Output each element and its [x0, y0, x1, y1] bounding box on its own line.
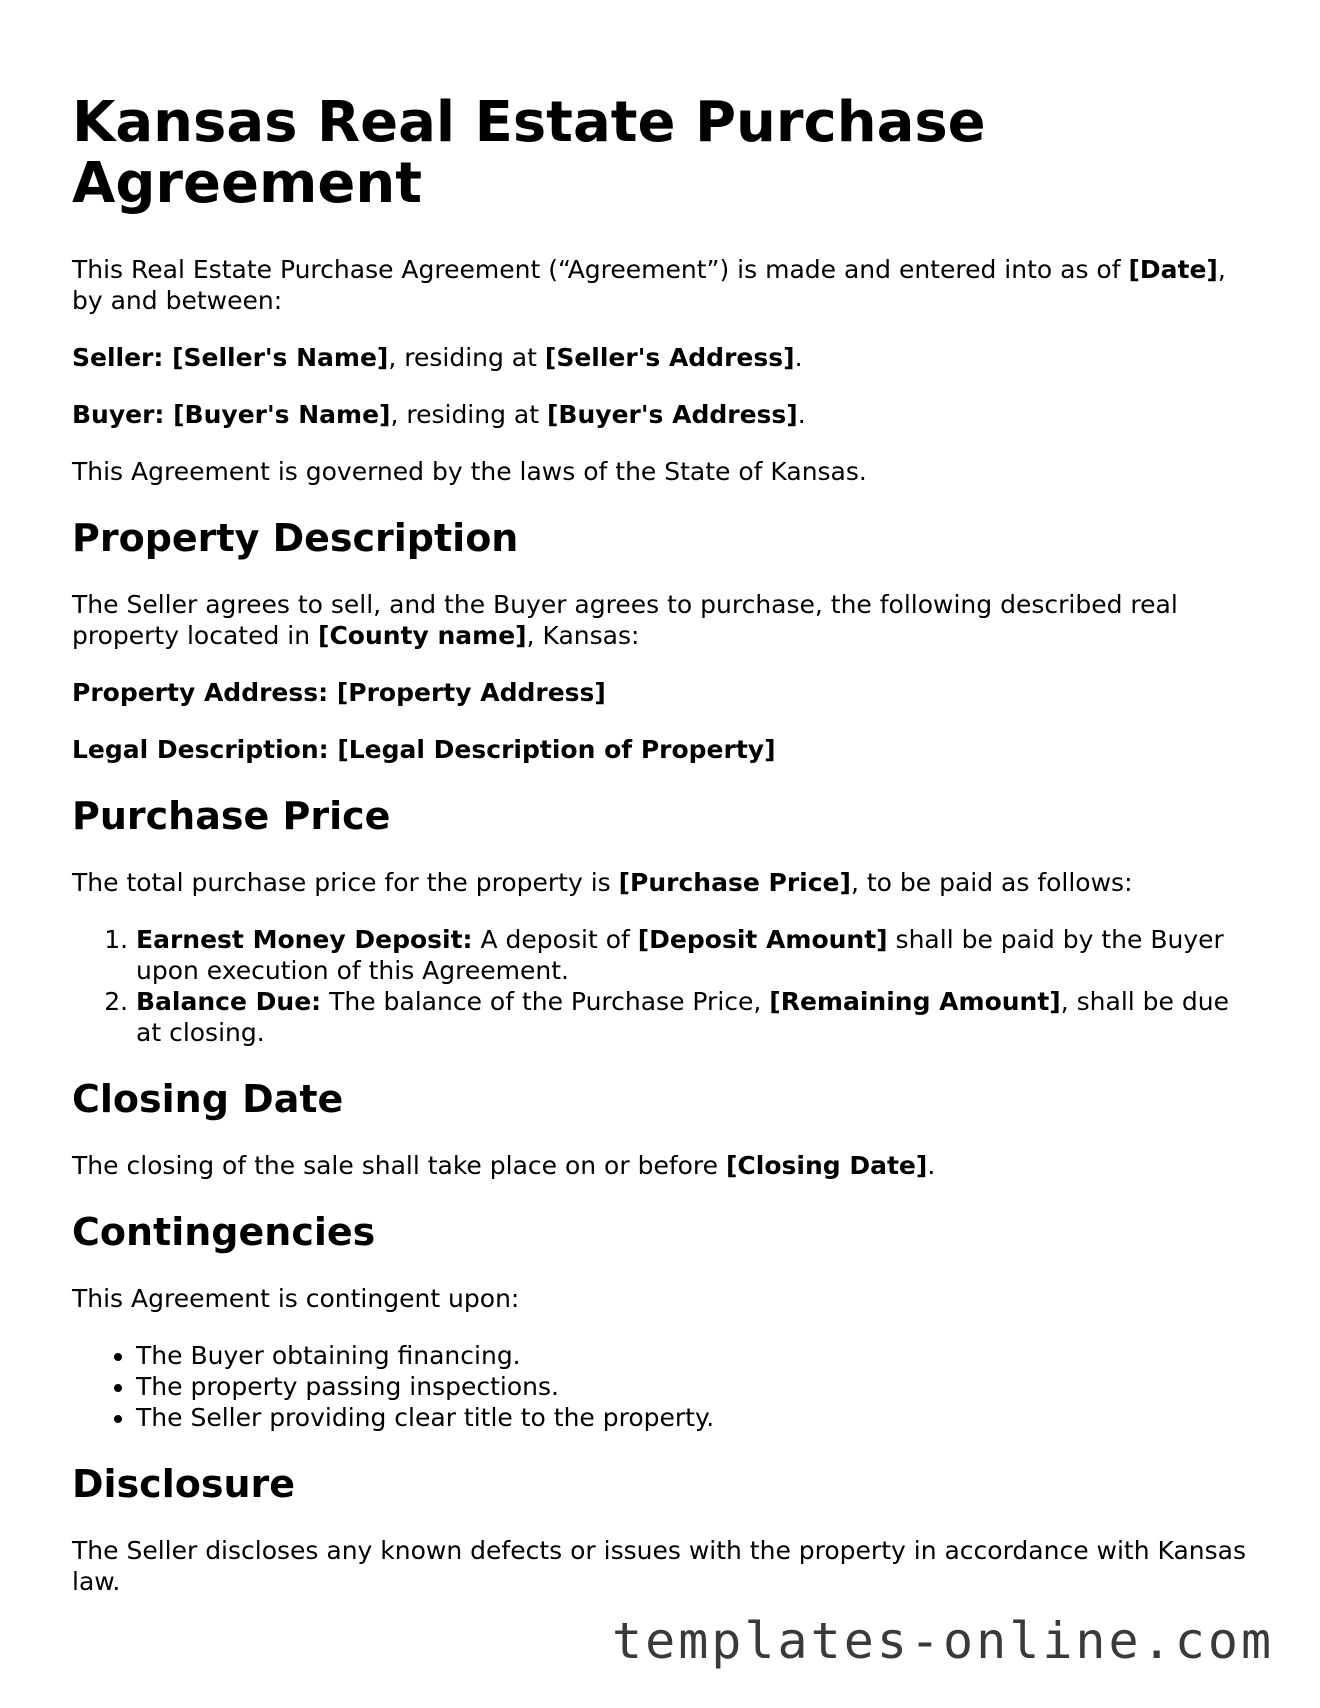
seller-mid-text: , residing at: [388, 343, 545, 372]
buyer-name-placeholder: Buyer: [Buyer's Name]: [72, 400, 391, 429]
property-heading: Property Description: [72, 516, 519, 560]
purchase-price-placeholder: [Purchase Price]: [618, 868, 851, 897]
item-text-end: shall be paid by the Buyer upon execution of this Agreement.: [136, 925, 1224, 985]
intro-paragraph: [72, 254, 1252, 316]
price-paragraph: [72, 867, 1252, 898]
closing-paragraph: [72, 1150, 1252, 1181]
payment-list: [72, 924, 1252, 1048]
seller-address-placeholder: [Seller's Address]: [544, 343, 795, 372]
legal-description-placeholder: Legal Description: [Legal Description of Property]: [72, 735, 776, 764]
property-address: [72, 677, 1252, 708]
property-text-end: , Kansas:: [526, 621, 640, 650]
item-text: The balance of the Purchase Price,: [321, 987, 770, 1016]
closing-text-end: .: [927, 1151, 936, 1180]
legal-description: [72, 734, 1252, 765]
property-text: The Seller agrees to sell, and the Buyer agrees to purchase, the following described real property located in: [72, 590, 1178, 650]
item-label: Balance Due:: [136, 987, 322, 1016]
price-text: The total purchase price for the property is: [72, 868, 619, 897]
closing-date-placeholder: [Closing Date]: [725, 1151, 928, 1180]
list-item: [136, 986, 1252, 1048]
page-title: Kansas Real Estate Purchase Agreement: [72, 90, 986, 216]
watermark: templates-online.com: [612, 1612, 1275, 1670]
buyer-mid-text: , residing at: [390, 400, 547, 429]
contingencies-heading: Contingencies: [72, 1210, 376, 1254]
date-placeholder: [Date]: [1128, 255, 1218, 284]
buyer-line: [72, 399, 1252, 430]
price-heading: Purchase Price: [72, 794, 391, 838]
seller-line: [72, 342, 1252, 373]
county-placeholder: [County name]: [318, 621, 527, 650]
disclosure-paragraph: The Seller discloses any known defects or issues with the property in accordance with Kansas law.: [72, 1536, 1247, 1596]
price-text-end: , to be paid as follows:: [850, 868, 1133, 897]
intro-text: This Real Estate Purchase Agreement (“Agreement”) is made and entered into as of: [72, 255, 1129, 284]
list-item: • The Seller providing clear title to the property.: [136, 1402, 1252, 1433]
document-page: [72, 92, 1252, 1623]
deposit-amount-placeholder: [Deposit Amount]: [637, 925, 888, 954]
closing-text: The closing of the sale shall take place on or before: [72, 1151, 726, 1180]
list-item: [136, 924, 1252, 986]
property-paragraph: [72, 589, 1252, 651]
remaining-amount-placeholder: [Remaining Amount]: [769, 987, 1061, 1016]
buyer-address-placeholder: [Buyer's Address]: [547, 400, 798, 429]
closing-heading: Closing Date: [72, 1077, 344, 1121]
disclosure-heading: Disclosure: [72, 1462, 296, 1506]
item-text-end: , shall be due at closing.: [136, 987, 1229, 1047]
contingencies-intro: This Agreement is contingent upon:: [72, 1284, 520, 1313]
governing-law: This Agreement is governed by the laws of the State of Kansas.: [72, 457, 867, 486]
list-item: • The Buyer obtaining financing.: [136, 1340, 1252, 1371]
buyer-end: .: [797, 400, 806, 429]
seller-end: .: [794, 343, 803, 372]
intro-text-end: , by and between:: [72, 255, 1226, 315]
list-item: • The property passing inspections.: [136, 1371, 1252, 1402]
contingencies-list: [72, 1340, 1252, 1433]
item-text: A deposit of: [472, 925, 638, 954]
seller-name-placeholder: Seller: [Seller's Name]: [72, 343, 389, 372]
item-label: Earnest Money Deposit:: [136, 925, 473, 954]
property-address-placeholder: Property Address: [Property Address]: [72, 678, 606, 707]
